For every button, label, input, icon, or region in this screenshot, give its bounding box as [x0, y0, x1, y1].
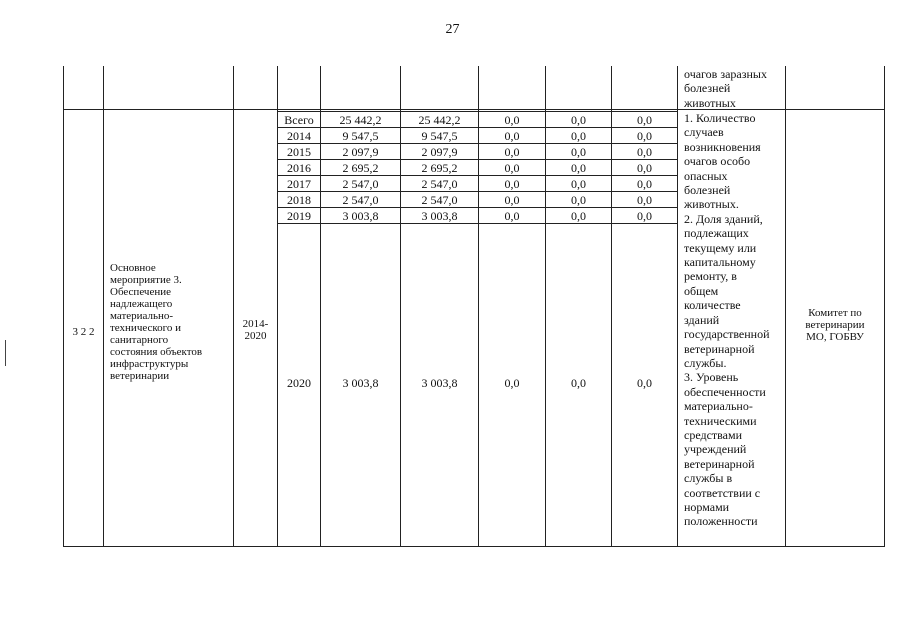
indicator-line: средствами [684, 427, 743, 442]
indicator-line: службы. [684, 355, 727, 370]
indicator-line: материально- [684, 399, 753, 414]
cell-year: 2018 [287, 193, 311, 207]
indicator-line: возникновения [684, 139, 761, 154]
name-line: материально- [110, 310, 174, 322]
indicator-line: ветеринарной [684, 341, 755, 356]
name-line: мероприятие 3. [110, 274, 182, 286]
indicator-line: 1. Количество [684, 111, 756, 125]
cell-year: 2014 [287, 129, 311, 143]
cell-local: 0,0 [571, 376, 586, 390]
cell-total: 2 547,0 [342, 193, 379, 207]
cell-local: 0,0 [571, 193, 586, 207]
indicator-line: случаев [684, 125, 724, 140]
executor-line: ветеринарии [805, 319, 865, 331]
cell-regional: 2 547,0 [421, 193, 458, 207]
rule-table-bottom [63, 546, 885, 547]
cell-total: 3 003,8 [342, 376, 379, 390]
cell-total: 2 695,2 [342, 161, 379, 175]
cell-regional: 2 097,9 [421, 145, 458, 159]
cell-other: 0,0 [637, 193, 652, 207]
cell-local: 0,0 [571, 145, 586, 159]
indicator-line: болезней [684, 183, 731, 198]
indicator-line: 2. Доля зданий, [684, 211, 763, 226]
rule-col-code-left [63, 66, 64, 547]
indicator-line: капитальному [684, 255, 756, 270]
indicator-line: службы в [684, 471, 733, 486]
cell-total: 25 442,2 [339, 113, 382, 127]
indicator-line: текущему или [684, 240, 757, 255]
name-line: технического и [110, 322, 182, 334]
prev-row-indicator-tail [684, 67, 782, 110]
cell-other: 0,0 [637, 113, 652, 127]
cell-total: 9 547,5 [342, 129, 379, 143]
row-code: 3 2 2 [72, 326, 95, 338]
cell-regional: 25 442,2 [418, 113, 461, 127]
cell-year: 2015 [287, 145, 311, 159]
indicator-line: животных. [684, 197, 739, 212]
period-line: 2020 [244, 330, 267, 342]
name-line: Обеспечение [110, 286, 171, 298]
indicator-line: 3. Уровень [684, 370, 739, 385]
cell-regional: 9 547,5 [421, 129, 458, 143]
rule-year-2017 [277, 175, 677, 176]
cell-year: 2017 [287, 177, 311, 191]
name-line: санитарного [110, 334, 169, 346]
indicator-line: ремонту, в [684, 269, 737, 284]
cell-local: 0,0 [571, 177, 586, 191]
rule-col-indicator-left [677, 66, 678, 547]
rule-col-name-left [103, 66, 104, 547]
rule-year-2014 [277, 127, 677, 128]
rule-year-2018 [277, 191, 677, 192]
rule-col-period-left [233, 66, 234, 547]
cell-regional: 2 695,2 [421, 161, 458, 175]
indicator-line: общем [684, 283, 719, 298]
cell-other: 0,0 [637, 161, 652, 175]
name-line: состояния объектов [110, 346, 203, 358]
indicator-line: очагов особо [684, 154, 751, 169]
cell-regional: 3 003,8 [421, 209, 458, 223]
cell-year: 2020 [287, 376, 311, 390]
indicator-line: государственной [684, 327, 770, 342]
indicator-line: опасных [684, 168, 728, 183]
cell-federal: 0,0 [504, 161, 520, 175]
cell-local: 0,0 [571, 161, 586, 175]
name-line: Основное [110, 262, 156, 274]
cell-federal: 0,0 [504, 209, 520, 223]
name-line: инфраструктуры [110, 358, 189, 370]
page-number: 27 [445, 22, 460, 37]
cell-federal: 0,0 [504, 145, 520, 159]
executor-line: МО, ГОБВУ [806, 331, 864, 343]
cell-federal: 0,0 [504, 177, 520, 191]
indicator-line: положенности [684, 514, 758, 529]
rule-year-2016 [277, 159, 677, 160]
indicator-line: техническими [684, 413, 757, 428]
margin-mark [5, 340, 6, 366]
cell-year: 2016 [287, 161, 311, 175]
cell-other: 0,0 [637, 177, 652, 191]
row-executor [786, 307, 884, 343]
cell-local: 0,0 [571, 209, 586, 223]
indicator-line: соответствии с [684, 485, 761, 500]
period-line: 2014- [242, 318, 269, 330]
cell-total: 2 097,9 [342, 145, 379, 159]
cell-year: 2019 [287, 209, 311, 223]
indicator-line: подлежащих [684, 226, 749, 241]
rule-year-2019 [277, 207, 677, 208]
cell-federal: 0,0 [504, 193, 520, 207]
indicator-line: очагов заразных [684, 67, 767, 81]
cell-federal: 0,0 [504, 129, 520, 143]
executor-line: Комитет по [808, 307, 862, 319]
cell-local: 0,0 [571, 129, 586, 143]
row-indicators [684, 111, 782, 529]
cell-regional: 3 003,8 [421, 376, 458, 390]
rule-year-2015 [277, 143, 677, 144]
cell-regional: 2 547,0 [421, 177, 458, 191]
indicator-line: нормами [684, 499, 730, 514]
indicator-line: ветеринарной [684, 456, 755, 471]
indicator-line: количестве [684, 298, 741, 313]
cell-total: 2 547,0 [342, 177, 379, 191]
indicator-line: обеспеченности [684, 384, 766, 399]
indicator-line: болезней [684, 81, 731, 96]
cell-other: 0,0 [637, 129, 652, 143]
row-period [234, 318, 277, 342]
cell-other: 0,0 [637, 209, 652, 223]
cell-other: 0,0 [637, 376, 652, 390]
row-activity-name [110, 262, 202, 382]
cell-federal: 0,0 [504, 376, 520, 390]
rule-total-top [277, 111, 677, 112]
name-line: ветеринарии [110, 370, 170, 382]
name-line: надлежащего [110, 298, 173, 310]
rule-year-2020 [277, 223, 677, 224]
cell-local: 0,0 [571, 113, 586, 127]
indicator-line: животных [684, 95, 736, 110]
indicator-line: зданий [684, 312, 720, 327]
cell-total: 3 003,8 [342, 209, 379, 223]
cell-federal: 0,0 [504, 113, 520, 127]
cell-year: Всего [284, 113, 314, 127]
rule-col-executor-right [884, 66, 885, 547]
cell-other: 0,0 [637, 145, 652, 159]
indicator-line: учреждений [684, 442, 747, 457]
